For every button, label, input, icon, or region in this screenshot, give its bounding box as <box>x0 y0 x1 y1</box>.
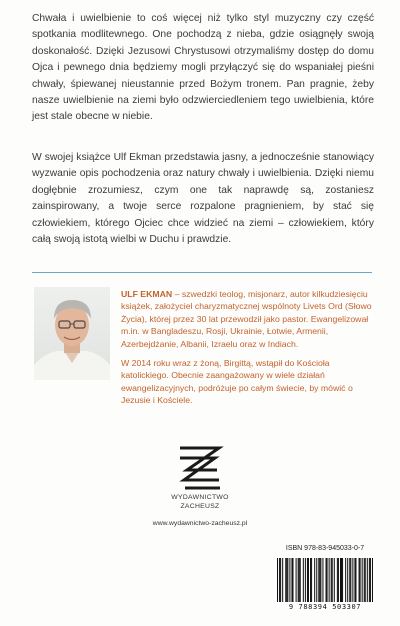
barcode-bar <box>322 558 323 602</box>
barcode-bar <box>305 558 306 602</box>
publisher-line-1: WYDAWNICTWO <box>171 494 229 501</box>
barcode-bar <box>372 558 373 602</box>
barcode-bar <box>331 558 332 602</box>
author-photo <box>34 287 110 380</box>
barcode-bar <box>300 558 301 602</box>
author-bio-text-1: – szwedzki teolog, misjonarz, autor kilkudziesięciu książek, założyciel charyzmatycznej wspólnoty Livets Ord (Słowo Życia), której przez 30 lat przewodził jako pastor. Ewangelizował m.in. w Bangladeszu, Rosji, Ukrainie, Łotwie, Armenii, Azerbejdżanie, Albanii, Izraelu oraz w Indiach. <box>121 289 372 349</box>
author-bio-paragraph-1 <box>121 288 375 350</box>
barcode-bar <box>298 558 299 602</box>
barcode-bar <box>329 558 330 602</box>
barcode-bar <box>340 558 341 602</box>
barcode-bar <box>316 558 317 602</box>
barcode-bar <box>319 558 320 602</box>
barcode-bar <box>342 558 343 602</box>
barcode-bar <box>286 558 287 602</box>
barcode-bar <box>347 558 348 602</box>
barcode-bar <box>334 558 335 602</box>
barcode-bar <box>369 558 370 602</box>
barcode-bar <box>352 558 353 602</box>
barcode-bar <box>364 558 365 602</box>
publisher-website: www.wydawnictwo-zacheusz.pl <box>152 520 248 527</box>
divider-rule <box>32 272 372 273</box>
barcode-bar <box>362 558 363 602</box>
barcode-bar <box>365 558 366 602</box>
publisher-name <box>100 493 300 511</box>
barcode-bar <box>332 558 333 602</box>
barcode-bar <box>310 558 311 602</box>
barcode-bar <box>318 558 319 602</box>
barcode-bar <box>367 558 368 602</box>
barcode-bar <box>285 558 286 602</box>
description-paragraph-2: W swojej książce Ulf Ekman przedstawia jasny, a jednocześnie stanowiący wyzwanie opis pochodzenia oraz natury chwały i uwielbienia. Dzięki niemu dogłębnie zrozumiesz, czym one tak naprawdę są, zostaniesz zainspirowany, a twoje serce rozpalone pragnieniem, by stać się człowiekiem, którego Ojciec chce widzieć na ziemi – człowiekiem, który całą swoją istotą wielbi w Duchu i prawdzie. <box>32 152 374 246</box>
barcode-bar <box>337 558 338 602</box>
author-bio <box>121 288 375 414</box>
barcode-bar <box>287 558 288 602</box>
barcode-bar <box>341 558 342 602</box>
barcode-bar <box>291 558 292 602</box>
barcode-digits: 9 788394 503307 <box>288 603 362 611</box>
barcode-bar <box>308 558 309 602</box>
barcode-bar <box>355 558 356 602</box>
barcode-bar <box>314 558 315 602</box>
barcode-bar <box>326 558 327 602</box>
barcode-bar <box>370 558 371 602</box>
barcode-bar <box>277 558 278 602</box>
barcode-bar <box>354 558 355 602</box>
barcode-graphic <box>275 556 375 604</box>
isbn-label: ISBN 978-83-945033-0-7 <box>285 545 365 552</box>
zacheusz-logo-icon <box>175 444 225 490</box>
barcode-bar <box>282 558 283 602</box>
barcode-bar <box>360 558 361 602</box>
barcode-bar <box>289 558 290 602</box>
barcode-bar <box>350 558 351 602</box>
barcode-bar <box>280 558 281 602</box>
barcode-bar <box>299 558 300 602</box>
description-paragraph-1: Chwała i uwielbienie to coś więcej niż tylko styl muzyczny czy część spotkania modlitewnego. One pochodzą z nieba, gdzie osiągnęły swoją doskonałość. Dzięki Jezusowi Chrystusowi otrzymaliśmy dostęp do domu Ojca i pewnego dnia będziemy mogli przyłączyć się do wspaniałej pieśni chwały, śpiewanej nieustannie przed Bożym tronem. Pan pragnie, żeby nasze uwielbienie na ziemi było odzwierciedleniem tego uwielbienia, które jest stale obecne w niebie. <box>32 13 374 123</box>
barcode-bar <box>303 558 304 602</box>
barcode-bar <box>311 558 312 602</box>
barcode-bar <box>349 558 350 602</box>
author-name: ULF EKMAN <box>121 289 173 299</box>
barcode-bar <box>320 558 321 602</box>
barcode-bar <box>292 558 293 602</box>
barcode-bar <box>296 558 297 602</box>
author-bio-paragraph-2: W 2014 roku wraz z żoną, Birgittą, wstąpił do Kościoła katolickiego. Obecnie zaangażowany w wiele działań ewangelizacyjnych, podróżuje po całym świecie, by mówić o Jezusie i Kościele. <box>121 358 353 406</box>
barcode-bar <box>345 558 346 602</box>
publisher-line-2: ZACHEUSZ <box>180 503 220 510</box>
barcode-bar <box>359 558 360 602</box>
barcode-bar <box>327 558 328 602</box>
barcode-bar <box>279 558 280 602</box>
barcode-bar <box>307 558 308 602</box>
barcode <box>275 556 375 604</box>
barcode-bar <box>338 558 339 602</box>
